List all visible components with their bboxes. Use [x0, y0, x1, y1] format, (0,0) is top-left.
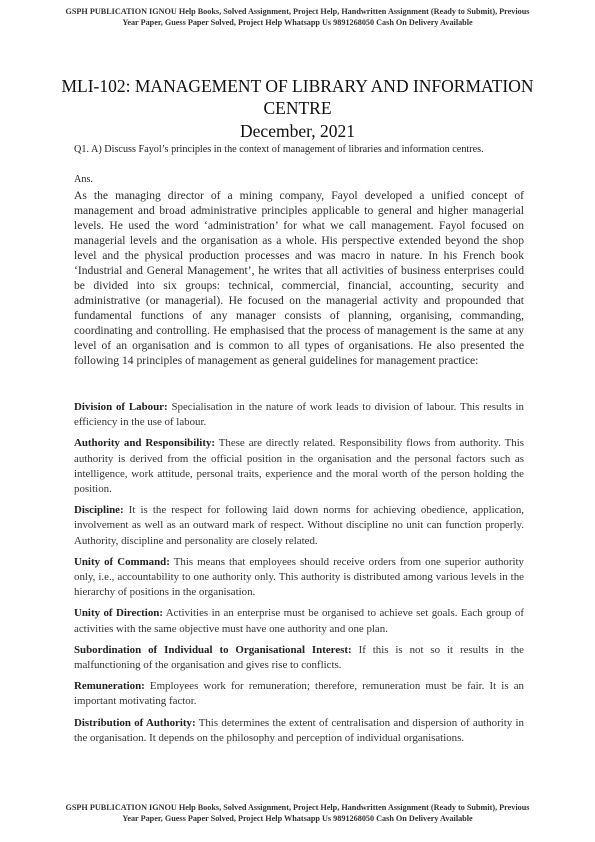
- principle-item: [74, 643, 524, 673]
- principle-text: Specialisation in the nature of work leads to division of labour. This results in efficiency in the use of labour.: [74, 401, 525, 429]
- answer-label: Ans.: [74, 174, 93, 185]
- principle-term: Unity of Direction:: [74, 607, 163, 620]
- principle-item: [74, 503, 524, 549]
- footer-banner: GSPH PUBLICATION IGNOU Help Books, Solved Assignment, Project Help, Handwritten Assignment (Ready to Submit), Previous Year Paper, Guess Paper Solved, Project Help Whatsapp Us 9891268050 Cash On Delivery Available: [65, 803, 530, 823]
- intro-paragraph: As the managing director of a mining company, Fayol developed a unified concept of management and broad administrative principles applicable to general and higher managerial levels. He used the word ‘administration’ for what we call management. Fayol focused on managerial levels and the organisation as a whole. His perspective extended beyond the shop level and the physical production processes and was macro in nature. In his French book ‘Industrial and General Management’, he writes that all activities of business enterprises could be divided into six groups: technical, commercial, financial, accounting, security and administrative (or managerial). He focused on the managerial activity and propounded that fundamental functions of any manager consists of planning, organising, commanding, coordinating and controlling. He emphasised that the process of management is the same at any level of an organisation and is common to all types of organisations. He also presented the following 14 principles of management as general guidelines for management practice:: [74, 189, 524, 367]
- principle-text: If this is not so it results in the malfunctioning of the organisation and gives rise to conflicts.: [74, 643, 525, 672]
- page-title: MLI-102: MANAGEMENT OF LIBRARY AND INFORMATION CENTRE: [61, 76, 534, 118]
- header-banner: GSPH PUBLICATION IGNOU Help Books, Solved Assignment, Project Help, Handwritten Assignment (Ready to Submit), Previous Year Paper, Guess Paper Solved, Project Help Whatsapp Us 9891268050 Cash On Delivery Available: [65, 7, 530, 27]
- principles-list: [74, 400, 524, 752]
- exam-date: December, 2021: [240, 121, 355, 141]
- principle-term: Subordination of Individual to Organisational Interest:: [74, 643, 352, 656]
- principle-text: Activities in an enterprise must be organised to achieve set goals. Each group of activities with the same objective must have one authority and one plan.: [74, 607, 524, 635]
- principle-item: [74, 555, 524, 601]
- principle-item: [74, 606, 524, 636]
- principle-text: It is the respect for following laid down norms for achieving obedience, application, involvement as well as an outward mark of respect. Without discipline no unit can function properly. Authority, discipline and personality are closely related.: [74, 504, 524, 547]
- principle-term: Discipline:: [74, 504, 124, 517]
- principle-text: This determines the extent of centralisation and dispersion of authority in the organisation. It depends on the philosophy and perception of individual organisations.: [74, 716, 524, 744]
- principle-item: [74, 400, 524, 430]
- principle-term: Unity of Command:: [74, 555, 170, 568]
- principle-text: These are directly related. Responsibility flows from authority. This authority is derived from the official position in the organisation and the personal factors such as intelligence, work attitude, personal traits, experience and the moral worth of the person holding the position.: [74, 437, 524, 496]
- principle-item: [74, 716, 524, 746]
- principle-text: Employees work for remuneration; therefore, remuneration must be fair. It is an important motivating factor.: [74, 680, 524, 708]
- principle-term: Authority and Responsibility:: [74, 437, 216, 450]
- question-text: Q1. A) Discuss Fayol’s principles in the context of management of libraries and information centres.: [74, 144, 484, 155]
- principle-item: [74, 436, 524, 497]
- principle-term: Distribution of Authority:: [74, 716, 196, 729]
- principle-item: [74, 679, 524, 709]
- principle-term: Remuneration:: [74, 680, 145, 693]
- principle-text: This means that employees should receive orders from one superior authority only, i.e., accountability to one authority only. This authority is distributed among various levels in the hierarchy of positions in the organisation.: [74, 555, 524, 599]
- principle-term: Division of Labour:: [74, 401, 168, 413]
